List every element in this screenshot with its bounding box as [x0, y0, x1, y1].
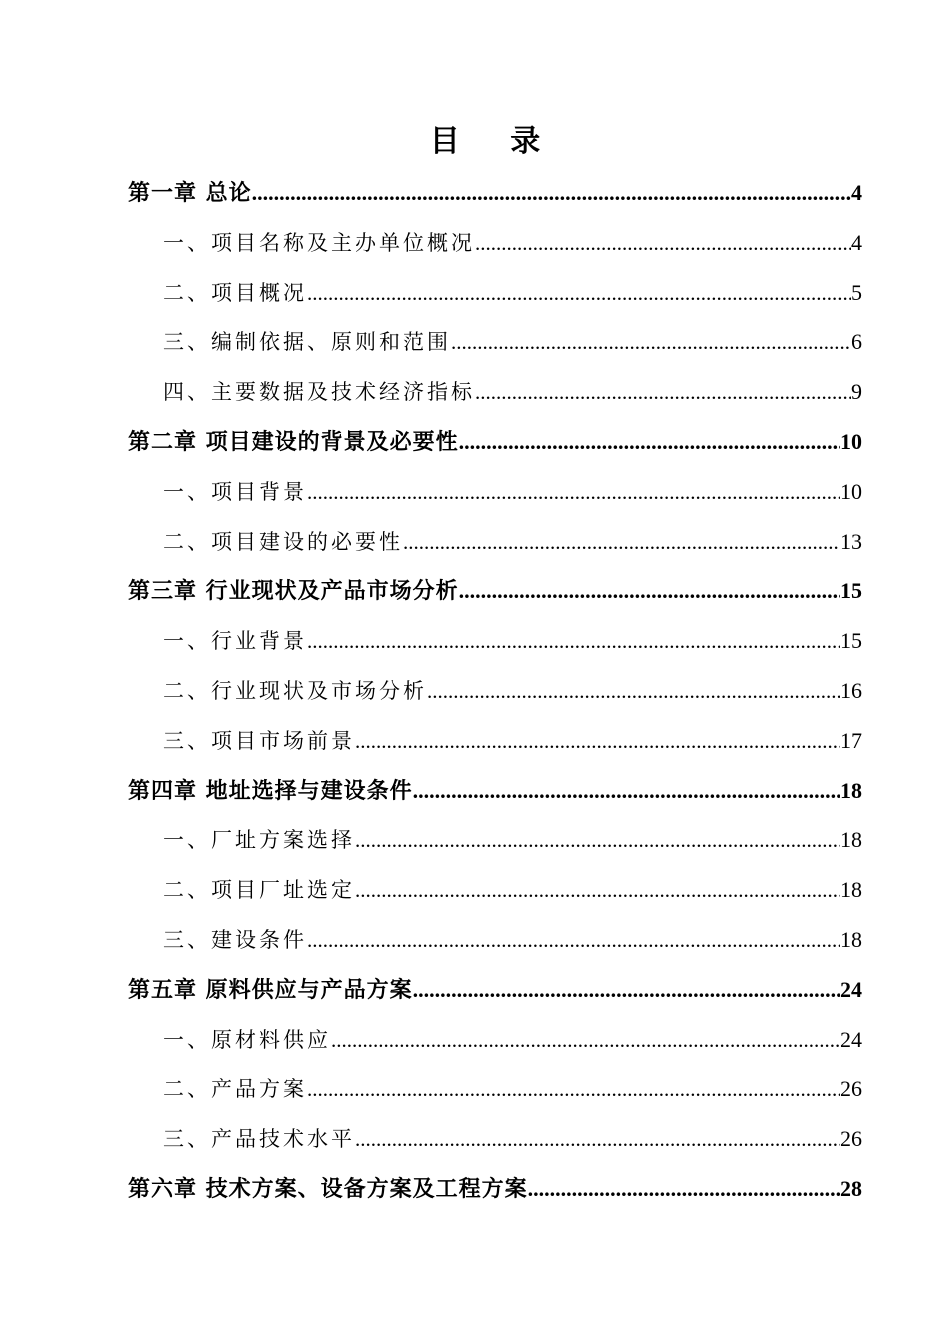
- toc-entry-page-number: 6: [851, 329, 862, 355]
- toc-section-entry[interactable]: [128, 317, 862, 367]
- toc-dot-leader: [355, 816, 840, 865]
- toc-section-entry[interactable]: [128, 915, 862, 965]
- toc-dot-leader: [307, 617, 840, 666]
- toc-entry-page-number: 13: [840, 528, 862, 554]
- toc-section-entry[interactable]: [128, 517, 862, 567]
- toc-entry-label: 第二章 项目建设的背景及必要性: [128, 428, 459, 455]
- toc-entry-label: 第一章 总论: [128, 180, 252, 206]
- toc-entry-label: 三、项目市场前景: [163, 728, 355, 753]
- toc-entry-label: 一、项目名称及主办单位概况: [163, 230, 475, 255]
- toc-dot-leader: [331, 1016, 840, 1065]
- toc-entry-label: 一、项目背景: [163, 479, 307, 504]
- toc-section-entry[interactable]: [128, 716, 862, 766]
- toc-entry-label: 二、行业现状及市场分析: [163, 678, 427, 703]
- toc-entry-page-number: 15: [840, 578, 862, 604]
- toc-entry-page-number: 28: [840, 1175, 862, 1201]
- toc-dot-leader: [307, 468, 840, 517]
- toc-section-entry[interactable]: [128, 467, 862, 517]
- toc-entry-page-number: 5: [851, 279, 862, 305]
- toc-section-entry[interactable]: [128, 1015, 862, 1065]
- toc-dot-leader: [459, 417, 840, 467]
- toc-entry-page-number: 26: [840, 1076, 862, 1102]
- toc-entry-page-number: 4: [851, 180, 862, 205]
- toc-entry-page-number: 17: [840, 727, 862, 753]
- toc-entry-page-number: 4: [851, 229, 862, 255]
- toc-dot-leader: [427, 667, 840, 716]
- toc-dot-leader: [528, 1164, 840, 1214]
- toc-chapter-entry[interactable]: [128, 168, 862, 218]
- toc-entry-page-number: 18: [840, 777, 862, 803]
- toc-entry-page-number: 18: [840, 827, 862, 853]
- toc-dot-leader: [459, 566, 840, 616]
- toc-section-entry[interactable]: [128, 268, 862, 318]
- toc-entry-label: 二、项目厂址选定: [163, 878, 355, 903]
- toc-entry-label: 三、产品技术水平: [163, 1127, 355, 1152]
- toc-chapter-entry[interactable]: [128, 965, 862, 1015]
- toc-chapter-entry[interactable]: [128, 1164, 862, 1214]
- toc-dot-leader: [355, 866, 840, 915]
- toc-entry-label: 第三章 行业现状及产品市场分析: [128, 578, 459, 605]
- toc-entry-label: 第四章 地址选择与建设条件: [128, 777, 413, 804]
- toc-section-entry[interactable]: [128, 1114, 862, 1164]
- toc-entry-page-number: 10: [840, 478, 862, 504]
- toc-dot-leader: [252, 168, 851, 218]
- toc-dot-leader: [307, 1065, 840, 1114]
- toc-dot-leader: [475, 219, 851, 268]
- toc-dot-leader: [355, 1115, 840, 1164]
- toc-entry-label: 第五章 原料供应与产品方案: [128, 976, 413, 1003]
- toc-list: [128, 168, 862, 1214]
- toc-entry-page-number: 24: [840, 976, 862, 1002]
- toc-entry-page-number: 15: [840, 628, 862, 654]
- toc-section-entry[interactable]: [128, 865, 862, 915]
- toc-entry-page-number: 26: [840, 1126, 862, 1152]
- toc-dot-leader: [307, 916, 840, 965]
- toc-dot-leader: [451, 318, 851, 367]
- toc-entry-page-number: 16: [840, 677, 862, 703]
- toc-dot-leader: [413, 965, 840, 1015]
- toc-dot-leader: [475, 368, 851, 417]
- toc-section-entry[interactable]: [128, 666, 862, 716]
- toc-entry-label: 二、项目建设的必要性: [163, 529, 403, 554]
- toc-dot-leader: [307, 269, 851, 318]
- toc-chapter-entry[interactable]: [128, 766, 862, 816]
- toc-entry-page-number: 18: [840, 926, 862, 952]
- toc-section-entry[interactable]: [128, 218, 862, 268]
- toc-entry-page-number: 9: [851, 379, 862, 405]
- toc-entry-label: 四、主要数据及技术经济指标: [163, 380, 475, 405]
- toc-entry-label: 三、建设条件: [163, 927, 307, 952]
- toc-chapter-entry[interactable]: [128, 566, 862, 616]
- toc-entry-label: 一、原材料供应: [163, 1027, 331, 1052]
- toc-entry-label: 三、编制依据、原则和范围: [163, 330, 451, 355]
- toc-title: 目 录: [429, 124, 561, 159]
- toc-entry-page-number: 10: [840, 428, 862, 454]
- toc-dot-leader: [355, 717, 840, 766]
- toc-entry-label: 二、产品方案: [163, 1077, 307, 1102]
- toc-dot-leader: [403, 518, 840, 567]
- toc-section-entry[interactable]: [128, 815, 862, 865]
- toc-section-entry[interactable]: [128, 616, 862, 666]
- toc-section-entry[interactable]: [128, 1064, 862, 1114]
- toc-chapter-entry[interactable]: [128, 417, 862, 467]
- toc-entry-page-number: 18: [840, 877, 862, 903]
- toc-entry-label: 一、厂址方案选择: [163, 828, 355, 853]
- toc-dot-leader: [413, 766, 840, 816]
- toc-section-entry[interactable]: [128, 367, 862, 417]
- toc-entry-page-number: 24: [840, 1026, 862, 1052]
- toc-entry-label: 第六章 技术方案、设备方案及工程方案: [128, 1175, 528, 1202]
- toc-entry-label: 二、项目概况: [163, 280, 307, 305]
- toc-entry-label: 一、行业背景: [163, 629, 307, 654]
